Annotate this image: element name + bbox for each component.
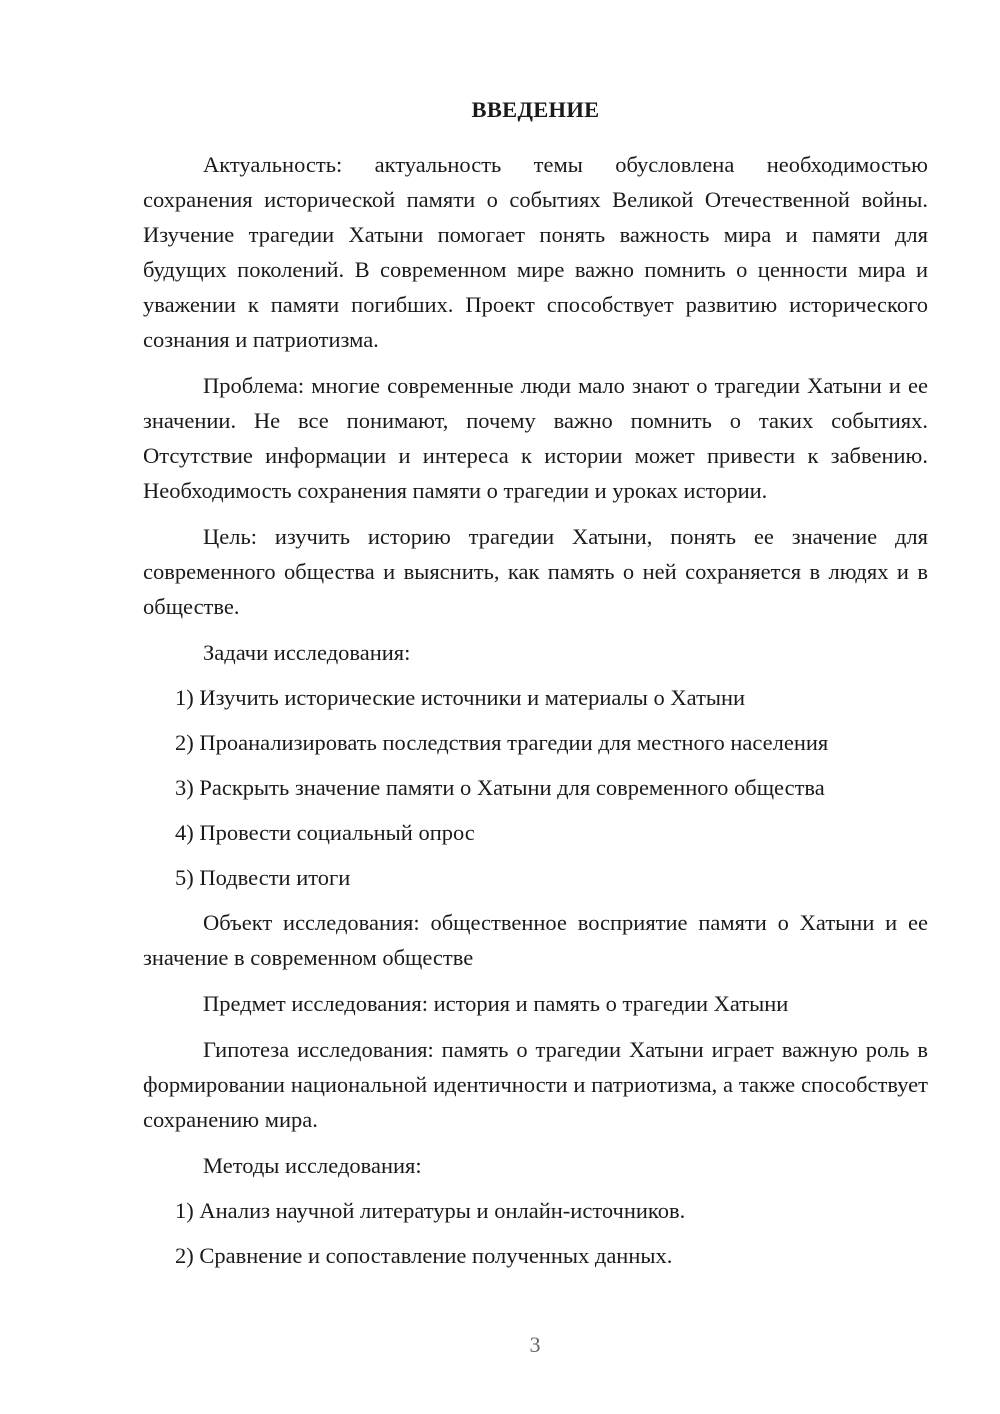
paragraph-problem: Проблема: многие современные люди мало знают о трагедии Хатыни и ее значении. Не все понимают, почему важно помнить о таких событиях. Отсутствие информации и интереса к истории может привести к забвению. Необходимость сохранения памяти о трагедии и уроках истории. — [143, 373, 928, 503]
list-item: 2) Сравнение и сопоставление полученных данных. — [175, 1243, 673, 1268]
page-number: 3 — [529, 1332, 541, 1357]
paragraph-object: Объект исследования: общественное восприятие памяти о Хатыни и ее значение в современном обществе — [143, 910, 928, 970]
tasks-label: Задачи исследования: — [203, 640, 411, 665]
paragraph-subject: Предмет исследования: история и память о трагедии Хатыни — [203, 991, 789, 1016]
paragraph-relevance: Актуальность: актуальность темы обусловлена необходимостью сохранения исторической памяти о событиях Великой Отечественной войны. Изучение трагедии Хатыни помогает понять важность мира и памяти для будущих поколений. В современном мире важно помнить о ценности мира и уважении к памяти погибших. Проект способствует развитию исторического сознания и патриотизма. — [143, 152, 928, 352]
list-item: 3) Раскрыть значение памяти о Хатыни для современного общества — [175, 775, 825, 800]
document-page — [143, 92, 928, 1283]
list-item: 5) Подвести итоги — [175, 865, 351, 890]
paragraph-hypothesis: Гипотеза исследования: память о трагедии Хатыни играет важную роль в формировании национальной идентичности и патриотизма, а также способствует сохранению мира. — [143, 1037, 928, 1132]
paragraph-goal: Цель: изучить историю трагедии Хатыни, понять ее значение для современного общества и выяснить, как память о ней сохраняется в людях и в обществе. — [143, 524, 928, 619]
list-item: 2) Проанализировать последствия трагедии для местного населения — [175, 730, 829, 755]
list-item: 4) Провести социальный опрос — [175, 820, 475, 845]
methods-list — [143, 1193, 928, 1273]
tasks-list — [143, 680, 928, 895]
list-item: 1) Анализ научной литературы и онлайн-источников. — [175, 1198, 686, 1223]
list-item: 1) Изучить исторические источники и материалы о Хатыни — [175, 685, 746, 710]
methods-label: Методы исследования: — [203, 1153, 422, 1178]
section-title: ВВЕДЕНИЕ — [471, 97, 600, 122]
